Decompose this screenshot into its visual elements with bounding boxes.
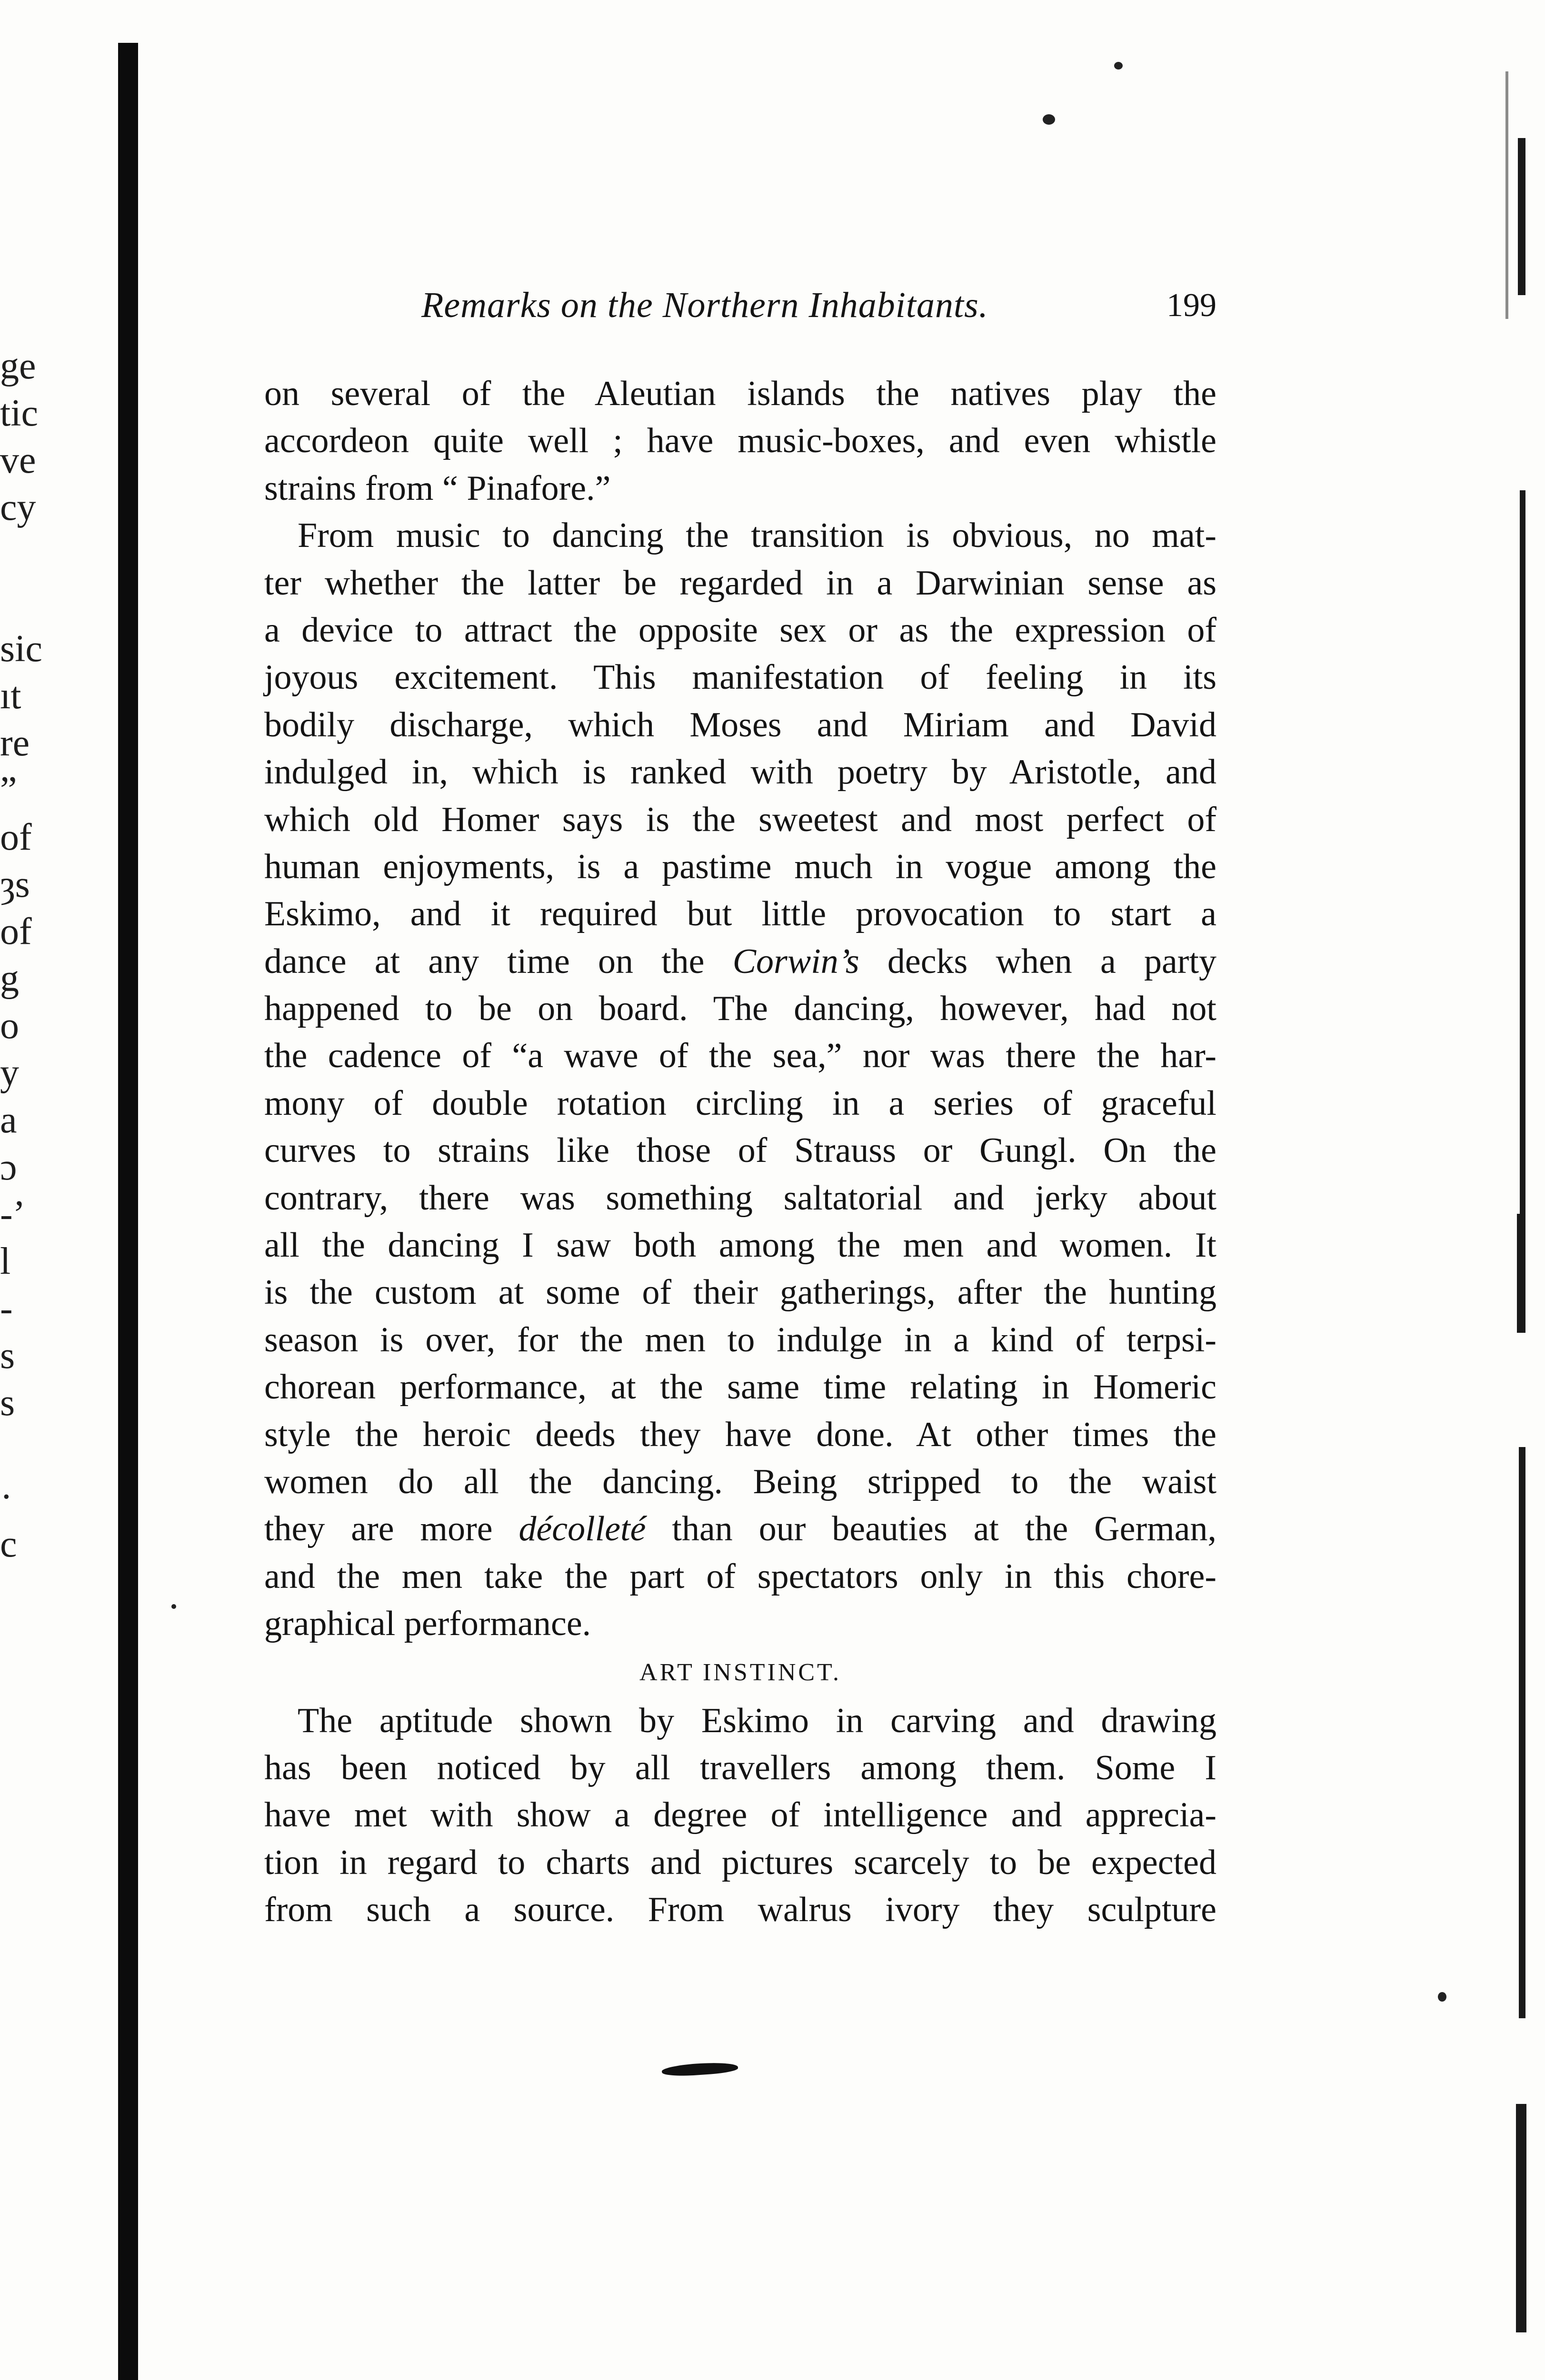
bleed-fragment: l (0, 1240, 11, 1282)
text-line: chorean performance, at the same time relating in Homeric (264, 1368, 1216, 1407)
text-line: which old Homer says is the sweetest and most perfect of (264, 800, 1216, 839)
text-line: women do all the dancing. Being stripped to the waist (264, 1462, 1216, 1501)
text-line: curves to strains like those of Strauss or Gungl. On the (264, 1131, 1216, 1170)
text-segment: than our beauties at the German, (672, 1509, 1216, 1549)
text-line: graphical performance. (264, 1604, 591, 1644)
page-number: 199 (1166, 287, 1216, 324)
text-line: From music to dancing the transition is obvious, no mat- (298, 516, 1216, 555)
bleed-fragment (0, 578, 71, 625)
text-line: has been noticed by all travellers among them. Some I (264, 1748, 1216, 1787)
bleed-fragment: y (0, 1052, 19, 1094)
scan-speck (1114, 62, 1123, 69)
edge-mark (1517, 1214, 1525, 1333)
text-line: from such a source. From walrus ivory they sculpture (264, 1890, 1216, 1930)
text-segment: they are more (264, 1509, 493, 1549)
text-segment: dance at any time on the (264, 942, 705, 981)
text-line: mony of double rotation circling in a series of graceful (264, 1083, 1216, 1123)
text-line: human enjoyments, is a pastime much in vogue among the (264, 847, 1216, 886)
paragraph (264, 1697, 1216, 1934)
text-line: bodily discharge, which Moses and Miriam and David (264, 705, 1216, 744)
edge-mark (1519, 1447, 1525, 2018)
text-line: strains from “ Pinafore.” (264, 468, 611, 508)
edge-mark (1518, 138, 1525, 295)
bleed-fragment: of (0, 816, 32, 858)
bleed-fragment (0, 531, 71, 578)
edge-mark (1505, 71, 1508, 319)
ink-smudge (661, 2061, 738, 2077)
text-line: contrary, there was something saltatorial and jerky about (264, 1178, 1216, 1218)
bleed-fragment: o (0, 1005, 19, 1047)
ship-name-italic: Corwin’s (732, 942, 859, 981)
bleed-fragment: ɔ (0, 1146, 17, 1188)
bleed-fragment: s (0, 1335, 15, 1377)
bleed-fragment: · (0, 1476, 13, 1518)
bleed-fragment: re (0, 722, 30, 764)
running-title: Remarks on the Northern Inhabitants. (421, 285, 988, 325)
text-line: happened to be on board. The dancing, however, had not (264, 989, 1216, 1029)
bleed-fragment: of (0, 911, 32, 952)
text-line (264, 938, 1216, 985)
text-line: joyous excitement. This manifestation of feeling in its (264, 658, 1216, 697)
text-line: tion in regard to charts and pictures scarcely to be expected (264, 1843, 1216, 1882)
edge-mark (1520, 490, 1525, 1214)
text-line: style the heroic deeds they have done. At other times the (264, 1415, 1216, 1454)
running-head (264, 285, 1216, 332)
foreign-word-italic: décolleté (518, 1509, 646, 1549)
bleed-fragment: tic (0, 392, 38, 434)
bleed-fragment: cy (0, 486, 36, 528)
bleed-fragment: a (0, 1099, 17, 1141)
text-line: on several of the Aleutian islands the natives play the (264, 374, 1216, 413)
facing-page-bleed-through (0, 343, 71, 1568)
bleed-fragment: sic (0, 628, 42, 670)
text-segment: decks when a party (887, 942, 1217, 981)
bleed-fragment: s (0, 1382, 15, 1424)
text-line: season is over, for the men to indulge in a kind of terpsi- (264, 1320, 1216, 1359)
page-body (264, 370, 1216, 1934)
text-line: all the dancing I saw both among the men and women. It (264, 1226, 1216, 1265)
scan-speck (1438, 1992, 1446, 2002)
text-line: The aptitude shown by Eskimo in carving and drawing (298, 1701, 1216, 1740)
bleed-fragment (0, 1427, 71, 1474)
text-line: accordeon quite well ; have music-boxes, and even whistle (264, 421, 1216, 461)
text-line: the cadence of “a wave of the sea,” nor was there the har- (264, 1036, 1216, 1076)
edge-mark (1516, 2104, 1526, 2332)
text-line: Eskimo, and it required but little provocation to start a (264, 894, 1216, 934)
paragraph (264, 370, 1216, 512)
paragraph (264, 512, 1216, 1647)
bleed-fragment: ge (0, 345, 36, 387)
bleed-fragment: ȝs (0, 863, 30, 905)
bleed-fragment: -’ (0, 1193, 26, 1235)
text-line: a device to attract the opposite sex or as the expression of (264, 610, 1216, 650)
text-line: indulged in, which is ranked with poetry by Aristotle, and (264, 753, 1216, 792)
text-line: have met with show a degree of intelligence and apprecia- (264, 1795, 1216, 1835)
text-line (264, 1506, 1216, 1553)
text-line: is the custom at some of their gatherings, after the hunting (264, 1273, 1216, 1312)
scan-speck (1043, 114, 1055, 125)
section-heading: ART INSTINCT. (639, 1658, 841, 1686)
bleed-fragment: - (0, 1288, 13, 1329)
scan-speck (171, 1604, 176, 1609)
bleed-fragment: c (0, 1523, 17, 1565)
bleed-fragment: ıt (0, 675, 21, 717)
binding-gutter-shadow (118, 43, 138, 2380)
text-line: and the men take the part of spectators only in this chore- (264, 1557, 1216, 1596)
text-line: ter whether the latter be regarded in a Darwinian sense as (264, 563, 1216, 603)
bleed-fragment: ” (0, 769, 17, 811)
bleed-fragment: g (0, 958, 19, 1000)
bleed-fragment: ve (0, 439, 36, 481)
